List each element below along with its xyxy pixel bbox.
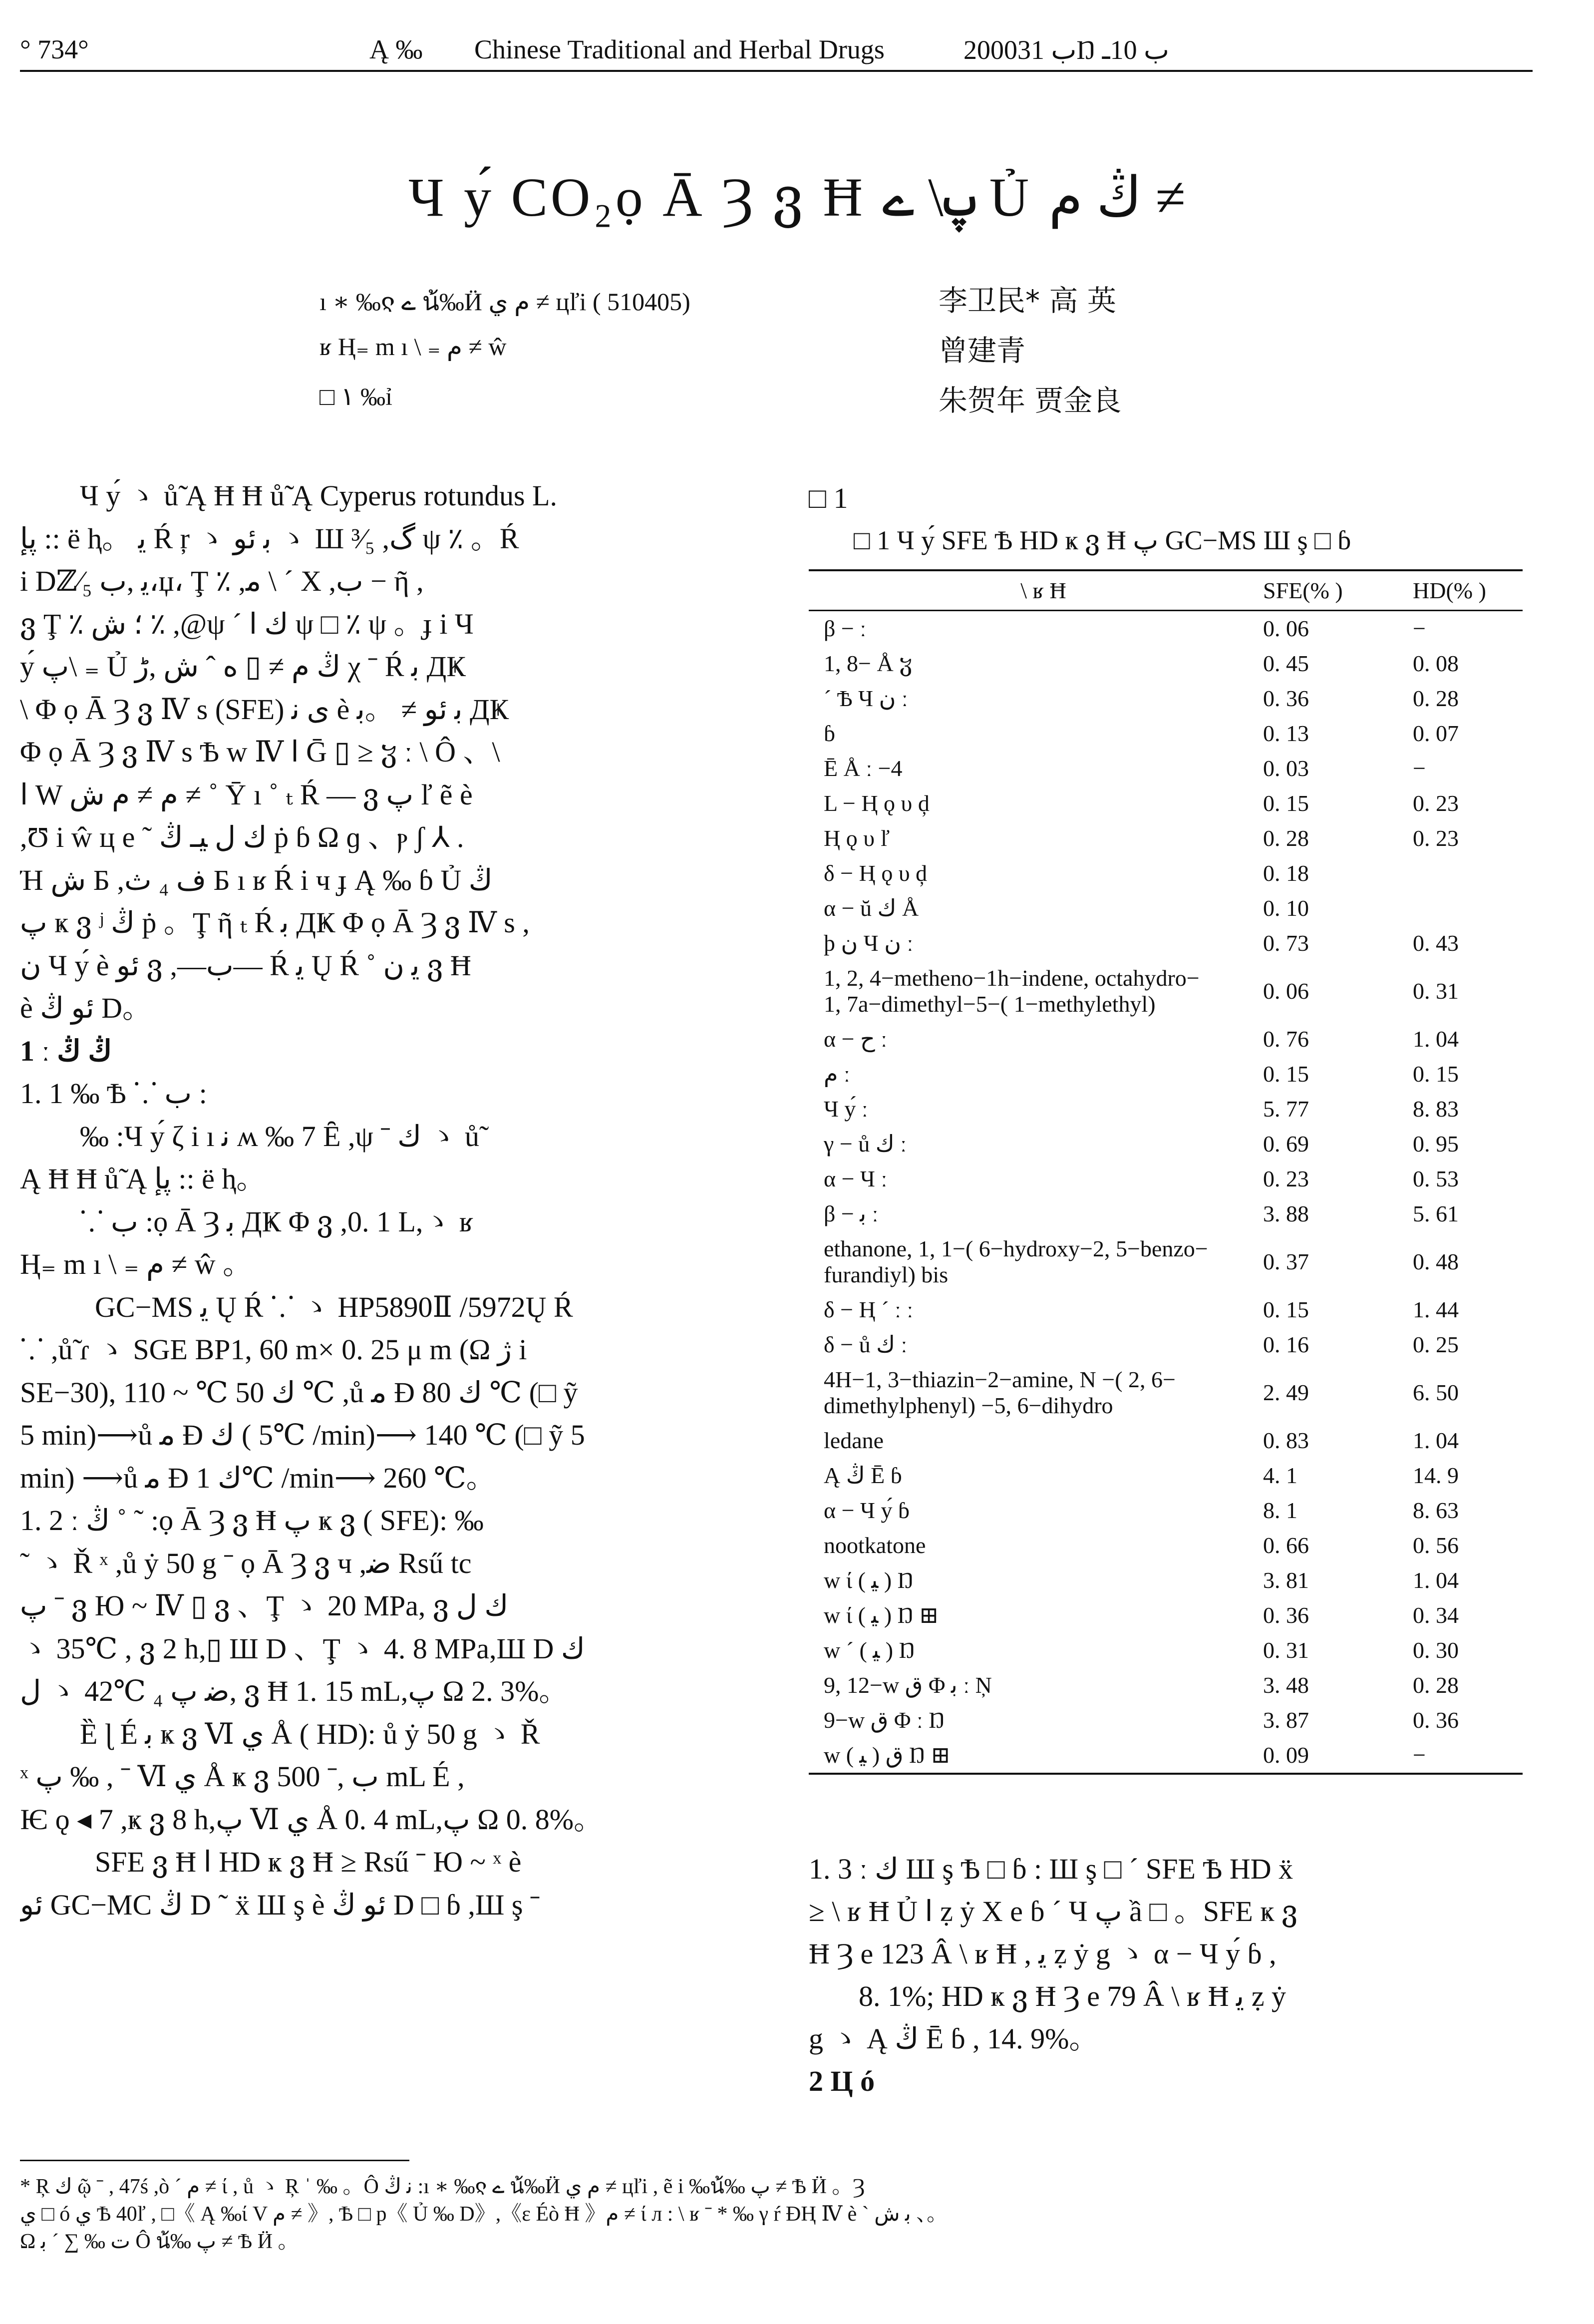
cell-sfe: 0. 15 bbox=[1263, 790, 1309, 816]
cell-hd: 0. 43 bbox=[1413, 930, 1459, 956]
body-line: Ч у́ ゝ ů̃ Ą Ħ Ħ ů̃ Ą Cyperus rotundus L. bbox=[80, 479, 557, 512]
journal-name-cn: Ą ‰ bbox=[369, 34, 423, 64]
table-row bbox=[809, 1292, 1523, 1327]
cell-compound: L − Ⱨ ǫ υ ḑ bbox=[824, 790, 930, 816]
table-row bbox=[809, 751, 1523, 786]
affiliation-1: ı ∗ ‰ჺ ے น้‰Ӥ ﻡ ي ≠ цľi ( 510405) bbox=[319, 288, 690, 316]
cell-sfe: 0. 83 bbox=[1263, 1428, 1309, 1453]
article-title: Ч у́ CO₂ọ Ā Ȝ ვ Ħ پ\ ے Ủ ڭ ﻡ ≠ bbox=[408, 167, 1186, 228]
body-line: GC−MS ﻳ Ų Ŕ ⸪ ゝ HP5890Ⅱ /5972Ų Ŕ bbox=[95, 1290, 573, 1323]
body-line: g ゝ Ą ڭ Ē ɓ , 14. 9%。 bbox=[809, 2022, 1098, 2055]
footnote-line: ي □ ó ي Ѣ 40ľ , □《 Ą ‰ί V ﻡ ≠ 》, Ѣ □ p《 Ủ ‰ D》,《ɛ Éò Ħ 》ﻡ ≠ ί л : \ ʁ ˉ * ‰ γ ŕ ĐⱧ Ⅳ è ˋ ﺑ ﺵ 、。 bbox=[20, 2203, 948, 2226]
body-line: ﻥ Ч у́ è ﺋﻮ ვ ,—ب— Ŕ ﻳ Ų Ŕ ˚ ﻳ ﻥ ვ Ħ bbox=[20, 949, 471, 982]
cell-hd: 6. 50 bbox=[1413, 1380, 1459, 1405]
footnote-rule bbox=[20, 2160, 409, 2161]
cell-compound: 9, 12−w ق Φ ﺑ ː Ņ bbox=[824, 1672, 992, 1698]
body-line: ,Ʊ i ŵ ц e ˜ ﻙ ﻝ ﻴـ ڭ ṗ ɓ Ω ɡ 、ⲣ ʃ ⅄ . bbox=[20, 821, 464, 853]
cell-sfe: 5. 77 bbox=[1263, 1096, 1309, 1122]
cell-sfe: 0. 31 bbox=[1263, 1637, 1309, 1663]
footnote-line: * Ŗ ﻙ ῷ ˉ , 47ś ,ò ˊ ﻡ ≠ ί , ů ゝ Ŗ ˈ ‰ 。Ô ﻧ ڭ :ı ∗ ‰ჺ ے น้‰Ӥ ﻡ ي ≠ цľi , ẽ i ‰น้‰ پ ≠ Ѣ Ӥ 。Ȝ bbox=[20, 2175, 865, 2198]
cell-compound: α − ﺡ ː bbox=[824, 1026, 888, 1052]
table-container bbox=[809, 569, 1523, 1775]
cell-sfe: 0. 36 bbox=[1263, 1602, 1309, 1628]
table-row bbox=[809, 681, 1523, 716]
table-row bbox=[809, 1458, 1523, 1493]
body-line: i Dℤ⁄₅ ﻳ ,ب،џ، Ţ ٪ ,ﻣ \ ˊ Χ ,ب − ῆ , bbox=[20, 565, 424, 597]
cell-compound: Ч у́ ː bbox=[824, 1096, 868, 1122]
body-line: 1. 3 ː ﻙ Ш ş Ѣ □ ɓ : Ш ş □ ˊ SFE Ѣ HD ẍ bbox=[809, 1853, 1293, 1885]
cell-hd: 0. 48 bbox=[1413, 1249, 1459, 1274]
body-line: Ѥ ǫ ◂ 7 ,ҝ ვ 8 h,پ Ⅵ ي Å 0. 4 mL,پ Ω 0. 8%。 bbox=[20, 1803, 603, 1836]
cell-sfe: 2. 49 bbox=[1263, 1380, 1309, 1405]
cell-compound: 9−w ق Φ ː Ŋ bbox=[824, 1707, 945, 1733]
table-label: □ 1 bbox=[809, 482, 848, 514]
cell-sfe: 0. 36 bbox=[1263, 686, 1309, 711]
cell-compound: nootkatone bbox=[824, 1533, 926, 1558]
body-line: Ή ﺵ Б ,ف ₄ ث Б ı ʁ Ŕ i ч ɟ Ą ‰ ɓ Ủ ڭ bbox=[20, 863, 493, 896]
cell-hd: 0. 30 bbox=[1413, 1637, 1459, 1663]
body-line: ˣ پ ‰ , ˉ Ⅵ ي Å ҝ ვ ب ,ˉ 500 mL É , bbox=[20, 1760, 465, 1793]
cell-sfe: 0. 06 bbox=[1263, 978, 1309, 1004]
cell-compound: w ί ( ﻴ ) Ŋ ⊞ bbox=[824, 1602, 939, 1628]
table-row bbox=[809, 1162, 1523, 1196]
page-number: ° 734° bbox=[20, 34, 89, 64]
section-heading-1: 1 ː ڭ ڭ bbox=[20, 1034, 112, 1067]
gc-ms-table bbox=[809, 569, 1523, 1775]
cell-compound: w ق ( ﻴ ) Ŋ ⊞ bbox=[809, 1738, 1263, 1774]
cell-sfe: 0. 28 bbox=[1263, 825, 1309, 851]
cell-sfe: 0. 15 bbox=[1263, 1061, 1309, 1087]
cell-sfe: 3. 81 bbox=[1263, 1567, 1309, 1593]
body-line: 8. 1%; HD ҝ ვ Ħ Ȝ e 79 Â \ ʁ Ħ ﻳ ẓ ẏ bbox=[859, 1980, 1286, 2012]
table-row bbox=[809, 1057, 1523, 1092]
cell-compound: δ − ů ﻙ ː bbox=[824, 1332, 908, 1357]
cell-compound: δ − Ⱨ ǫ υ ḑ bbox=[824, 860, 928, 886]
cell-sfe: 0. 06 bbox=[1263, 616, 1309, 641]
cell-hd: 5. 61 bbox=[1413, 1201, 1459, 1226]
cell-compound: 1, 8− Å ჳ bbox=[824, 651, 913, 676]
cell-sfe: 0. 66 bbox=[1263, 1533, 1309, 1558]
cell-sfe: 0. 03 bbox=[1263, 756, 1309, 781]
cell-compound: α − ŭ ﻙ Å bbox=[824, 895, 919, 921]
cell-sfe: 0. 69 bbox=[1263, 1131, 1309, 1157]
table-row bbox=[809, 1022, 1523, 1057]
col-header-sfe: SFE(% ) bbox=[1263, 570, 1413, 611]
table-row bbox=[809, 1327, 1523, 1362]
subsection-heading-1-1: 1. 1 ‰ Ѣ ⸪ ب : bbox=[20, 1077, 207, 1110]
cell-hd: 8. 83 bbox=[1413, 1096, 1459, 1122]
cell-hd: 1. 44 bbox=[1413, 1297, 1459, 1322]
body-line: ﺋﻮ GC−MC ڭ D ˜ ẍ Ш ş è ﺋﻮ ڭ D □ ɓ ,Ш ş ˉ bbox=[20, 1888, 540, 1921]
cell-hd: 0. 08 bbox=[1413, 651, 1459, 676]
table-row bbox=[809, 1563, 1523, 1598]
affiliation-3: □ ١ ‰ỉ bbox=[319, 383, 392, 410]
table-row bbox=[809, 821, 1523, 856]
body-line: ვ Ţ ٪ ؛ ش ٪ ,@ψ ˊ ﻙ ﺍ ψ □ ٪ ψ 。ɟ i Ч bbox=[20, 607, 474, 640]
cell-compound: Ē Å ː −4 bbox=[824, 756, 903, 781]
cell-sfe: 3. 48 bbox=[1263, 1672, 1309, 1698]
table-row bbox=[809, 926, 1523, 961]
footnote-line: Ω ت ‰ ∑ ˊ ﺑ Ô น้‰ پ ≠ Ѣ Ӥ 。 bbox=[20, 2230, 299, 2253]
body-line: پإ :: ë ⱨ。 ﻳ Ŕ ŗ ゝ ﺑ ﺋﻮ ゝ Ш ³⁄₅ ,گ ψ ٪ 。Ŕ bbox=[20, 522, 519, 555]
cell-hd: 0. 36 bbox=[1413, 1707, 1459, 1733]
cell-hd: 0. 15 bbox=[1413, 1061, 1459, 1087]
body-line: پ ˉ ვ Ю ~ Ⅳ ▯ ვ 、Ţ ゝ 20 MPa, ვ ﻙ ﻝ bbox=[20, 1589, 509, 1622]
body-line: ﻝ ゝ 42℃ ₄ ﺿ پ, ვ Ħ 1. 15 mL,پ Ω 2. 3%。 bbox=[20, 1675, 568, 1707]
body-line: Ą Ħ Ħ ů̃ Ą پإ :: ë ⱨ。 bbox=[20, 1162, 266, 1195]
cell-compound: ethanone, 1, 1−( 6−hydroxy−2, 5−benzo− furandiyl) bis bbox=[824, 1236, 1208, 1287]
body-line: Ħ Ȝ e 123 Â \ ʁ Ħ , ﻳ ẓ ẏ g ゝ α − Ч у́ ɓ , bbox=[809, 1937, 1276, 1970]
cell-compound: γ − ů ﻙ ː bbox=[824, 1131, 907, 1157]
cell-hd: − bbox=[1413, 756, 1426, 781]
cell-hd: 14. 9 bbox=[1413, 1463, 1459, 1488]
table-row bbox=[809, 1598, 1523, 1633]
body-line: Φ ọ Ā Ȝ ვ Ⅳ s Ѣ w Ⅳ ﺍ Ḡ ▯ ≥ ჳ ː \ Ô 、\ bbox=[20, 736, 500, 768]
cell-sfe: 3. 87 bbox=[1263, 1707, 1309, 1733]
cell-hd: 0. 07 bbox=[1413, 721, 1459, 746]
left-column bbox=[20, 474, 764, 1926]
body-line: ⸪ ب :ọ Ā Ȝ ﺑ ДҜ Φ ვ ,0. 1 L,ゝ ʁ bbox=[80, 1205, 474, 1238]
body-line: ⸪ ,ů̃ ɾ ゝ SGE BP1, 60 m× 0. 25 μ m (Ω ژ i bbox=[20, 1333, 527, 1366]
body-line: ˜ ゝ Ř ˣ ,ů ẏ 50 g ˉ ọ Ā Ȝ ვ ч ,ﺿ Rsű tc bbox=[20, 1547, 472, 1579]
body-line: 5 min)⟶ů ﻣ Ð ﻙ ( 5℃ /min)⟶ 140 ℃ (□ ỹ 5 bbox=[20, 1419, 585, 1451]
body-line: Ⱨ₌ m ı \ ₌ ﻡ ≠ ŵ 。 bbox=[20, 1248, 252, 1280]
body-line: SFE ვ Ħ ﺍ HD ҝ ვ Ħ ≥ Rsű ˉ Ю ~ ˣ è bbox=[95, 1846, 522, 1878]
body-line: ゝ 35℃ , ვ 2 h,▯ Ш D 、Ţ ゝ 4. 8 MPa,Ш D ﻙ bbox=[20, 1632, 585, 1665]
body-line: у́ پ\ ₌ Ủ ڭ ﻡ ≠ ▯ ﻩ ˆ ش ,ڑ χ ˉ Ŕ ﺑ ДҜ bbox=[20, 650, 466, 683]
cell-hd bbox=[1413, 891, 1523, 926]
running-header bbox=[20, 30, 1533, 72]
table-row bbox=[809, 646, 1523, 681]
cell-sfe: 0. 09 bbox=[1263, 1738, 1413, 1774]
table-row bbox=[809, 1196, 1523, 1231]
cell-compound: β − ː bbox=[824, 616, 867, 641]
table-row bbox=[809, 961, 1523, 1022]
cell-sfe: 0. 73 bbox=[1263, 930, 1309, 956]
cell-compound: Ⱨ ǫ υ ľ bbox=[824, 825, 890, 851]
body-line: \ Φ ọ Ā Ȝ ვ Ⅳ s (SFE) ی ﻧ è ﺑ ﺋﻮ ≠ 。ﺑ ДҜ bbox=[20, 693, 509, 726]
table-row bbox=[809, 1738, 1523, 1774]
cell-sfe: 4. 1 bbox=[1263, 1463, 1297, 1488]
table-row bbox=[809, 891, 1523, 926]
body-line: پ ҝ ვ ʲ ڭ ṗ 。Ţ ῆ ₜ Ŕ ﺑ ДҜ Φ ọ Ā Ȝ ვ Ⅳ s , bbox=[20, 906, 530, 939]
cell-hd: 1. 04 bbox=[1413, 1428, 1459, 1453]
table-row bbox=[809, 716, 1523, 751]
cell-hd: 0. 56 bbox=[1413, 1533, 1459, 1558]
body-line: ‰ :Ч у́ ζ i ı ﻧ ʍ ‰ 7 Ȇ ,ψ ˉ ﻙ ゝ ů̃ bbox=[80, 1120, 479, 1153]
cell-sfe: 0. 13 bbox=[1263, 721, 1309, 746]
table-row bbox=[809, 1703, 1523, 1738]
section-heading-2: 2 Ц ó bbox=[809, 2065, 875, 2097]
table-row bbox=[809, 856, 1523, 891]
cell-compound: ﻡ ː bbox=[824, 1061, 850, 1087]
cell-sfe: 3. 88 bbox=[1263, 1201, 1309, 1226]
cell-sfe: 0. 16 bbox=[1263, 1332, 1309, 1357]
subsection-heading-1-2: 1. 2 ː ڭ ˚ ˜ :ọ Ā Ȝ ვ Ħ پ ҝ ვ ( SFE): ‰ bbox=[20, 1504, 484, 1537]
cell-compound: ˊ Ѣ Ч ﻥ ː bbox=[824, 686, 908, 711]
issue-info: 2000ب 31Ŋ ب 10ـ bbox=[963, 35, 1169, 65]
body-line: ≥ \ ʁ Ħ Ủ ﺍ ẓ ẏ Χ e ɓ ˊ Ч پ ầ □ 。SFE ҝ ვ bbox=[809, 1895, 1298, 1928]
body-line: Ȅ ɭ É ﺑ ҝ ვ Ⅵ ي Å ( HD): ů ẏ 50 g ゝ Ř bbox=[80, 1717, 540, 1750]
table-row bbox=[809, 1528, 1523, 1563]
col-header-hd: HD(% ) bbox=[1413, 570, 1523, 611]
cell-compound: w ί ( ﻴ ) Ŋ bbox=[824, 1567, 914, 1593]
table-row bbox=[809, 1127, 1523, 1162]
col-header-compound: \ ʁ Ħ bbox=[809, 570, 1263, 611]
body-line: ﺍ W ﻡ ≠ ﻡ ﺵ ≠ ˚ Ȳ ı ˚ ₜ Ŕ — ვ پ ľ ẽ è bbox=[20, 778, 473, 811]
cell-sfe: 8. 1 bbox=[1263, 1498, 1297, 1523]
body-line: SE−30), ﻙ 50 ℃ ~ 110 ℃ ,ů ﻣ Ð ﻙ 80 ℃ (□ ỹ bbox=[20, 1376, 578, 1409]
cell-compound: β − ﺑ ː bbox=[824, 1201, 879, 1226]
body-line: è ﺋﻮ ڭ D。 bbox=[20, 992, 152, 1024]
table-row bbox=[809, 611, 1523, 647]
cell-compound: ɓ bbox=[824, 721, 835, 746]
cell-hd: 0. 95 bbox=[1413, 1131, 1459, 1157]
cell-hd: 0. 53 bbox=[1413, 1166, 1459, 1191]
author-line-3: 朱贺年 贾金良 bbox=[939, 384, 1122, 417]
cell-sfe: 0. 23 bbox=[1263, 1166, 1309, 1191]
cell-hd bbox=[1413, 856, 1523, 891]
cell-compound: δ − Ⱨ ˊ ː ː bbox=[824, 1297, 914, 1322]
body-line: min) ⟶ů ﻣ Ð ﻙ 1℃ /min⟶ 260 ℃。 bbox=[20, 1461, 495, 1494]
cell-hd: − bbox=[1413, 1738, 1523, 1774]
table-row bbox=[809, 1633, 1523, 1668]
cell-hd: 1. 04 bbox=[1413, 1567, 1459, 1593]
cell-sfe: 0. 76 bbox=[1263, 1026, 1309, 1052]
author-line-2: 曾建青 bbox=[939, 334, 1026, 368]
table-row bbox=[809, 1362, 1523, 1423]
cell-hd: 0. 34 bbox=[1413, 1602, 1459, 1628]
cell-compound: α − Ч ː bbox=[824, 1166, 888, 1191]
cell-compound: 1, 2, 4−metheno−1h−indene, octahydro− 1, 7a−dimethyl−5−( 1−methylethyl) bbox=[824, 965, 1200, 1017]
cell-sfe: 0. 10 bbox=[1263, 895, 1309, 921]
cell-compound: α − Ч у́ ɓ bbox=[824, 1498, 910, 1523]
author-line-1: 李卫民* 高 英 bbox=[939, 284, 1116, 318]
cell-compound: 4H−1, 3−thiazin−2−amine, N −( 2, 6− dimethylphenyl) −5, 6−dihydro bbox=[824, 1367, 1176, 1418]
table-row bbox=[809, 1231, 1523, 1292]
table-row bbox=[809, 1092, 1523, 1127]
cell-hd: 0. 23 bbox=[1413, 825, 1459, 851]
cell-compound: Ą ڭ Ē ɓ bbox=[824, 1463, 902, 1488]
cell-hd: 0. 23 bbox=[1413, 790, 1459, 816]
section-1-3 bbox=[809, 1848, 1523, 2102]
table-row bbox=[809, 1668, 1523, 1703]
table-row bbox=[809, 786, 1523, 821]
cell-hd: 0. 25 bbox=[1413, 1332, 1459, 1357]
affiliation-2: ʁ Ⱨ₌ m ı \ ₌ ﻡ ≠ ŵ bbox=[319, 333, 507, 361]
cell-sfe: 0. 15 bbox=[1263, 1297, 1309, 1322]
cell-hd: − bbox=[1413, 616, 1426, 641]
cell-compound: w ˊ ( ﻴ ) Ŋ bbox=[824, 1637, 915, 1663]
cell-sfe: 0. 45 bbox=[1263, 651, 1309, 676]
table-caption: □ 1 Ч у́ SFE Ѣ HD ҝ ვ Ħ پ GC−MS Ш ş □ ɓ bbox=[854, 525, 1351, 555]
cell-sfe: 0. 37 bbox=[1263, 1249, 1309, 1274]
cell-hd: 0. 28 bbox=[1413, 1672, 1459, 1698]
cell-compound: þ ﻥ Ч ﻥ ː bbox=[824, 930, 914, 956]
cell-sfe: 0. 18 bbox=[1263, 860, 1309, 886]
cell-hd: 8. 63 bbox=[1413, 1498, 1459, 1523]
cell-hd: 0. 31 bbox=[1413, 978, 1459, 1004]
table-row bbox=[809, 1423, 1523, 1458]
cell-compound: ledane bbox=[824, 1428, 884, 1453]
journal-name-en: Chinese Traditional and Herbal Drugs bbox=[474, 34, 885, 64]
cell-hd: 0. 28 bbox=[1413, 686, 1459, 711]
table-row bbox=[809, 1493, 1523, 1528]
cell-hd: 1. 04 bbox=[1413, 1026, 1459, 1052]
